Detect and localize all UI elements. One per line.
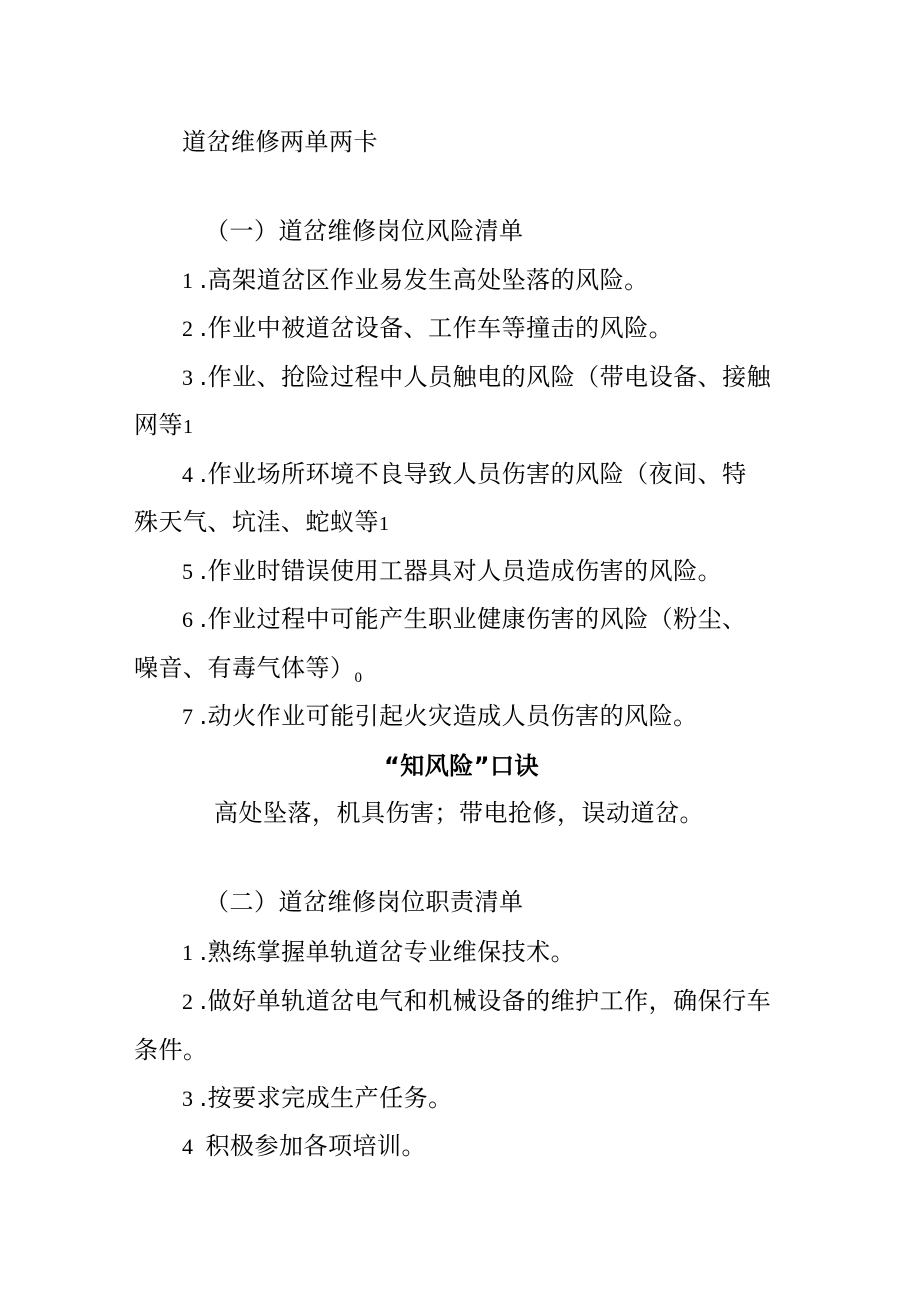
item-text: .作业、抢险过程中人员触电的风险（带电设备、接触	[199, 363, 772, 391]
item-text: .作业过程中可能产生职业健康伤害的风险（粉尘、	[199, 605, 747, 633]
item-continuation-text: 网等	[134, 411, 183, 439]
item-number: 2	[182, 316, 194, 341]
item-text: .做好单轨道岔电气和机械设备的维护工作，确保行车	[199, 987, 772, 1015]
item-number: 2	[182, 989, 194, 1014]
duty-item-1	[182, 937, 575, 968]
duty-item-2-continuation	[134, 1035, 208, 1065]
item-number: 3	[182, 1086, 194, 1111]
item-text: .作业中被道岔设备、工作车等撞击的风险。	[199, 314, 674, 342]
item-text: 积极参加各项培训。	[205, 1132, 426, 1160]
item-text: .熟练掌握单轨道岔专业维保技术。	[199, 938, 576, 966]
document-title: 道岔维修两单两卡	[182, 128, 378, 156]
risk-item-4-continuation	[134, 507, 390, 539]
item-tail: 1	[379, 513, 390, 535]
item-number: 7	[182, 704, 194, 729]
item-number: 4	[182, 462, 194, 487]
risk-item-6-continuation	[134, 653, 363, 693]
duty-item-3	[182, 1083, 453, 1114]
item-number: 4	[182, 1134, 194, 1159]
item-number: 6	[182, 607, 194, 632]
item-continuation-text: 殊天气、坑洼、蛇蚁等	[134, 508, 379, 536]
rhyme-text: 高处坠落，机具伤害；带电抢修，误动道岔。	[214, 799, 704, 827]
item-text: .动火作业可能引起火灾造成人员伤害的风险。	[199, 702, 698, 730]
risk-item-5	[182, 556, 722, 587]
section2-heading: （二）道岔维修岗位职责清单	[205, 888, 524, 916]
item-number: 1	[182, 268, 194, 293]
risk-item-6	[182, 604, 747, 635]
risk-item-3-continuation	[134, 410, 194, 442]
risk-item-4	[182, 459, 747, 490]
rhyme-heading: “知风险”口诀	[384, 752, 540, 780]
duty-item-2	[182, 986, 771, 1017]
item-text: .高架道岔区作业易发生高处坠落的风险。	[199, 266, 649, 294]
risk-item-1	[182, 265, 649, 296]
item-text: .按要求完成生产任务。	[199, 1084, 453, 1112]
item-tail: 0	[354, 670, 363, 686]
risk-item-3	[182, 362, 771, 393]
item-tail: 1	[183, 416, 194, 438]
item-number: 5	[182, 559, 194, 584]
item-number: 3	[182, 365, 194, 390]
duty-item-4	[182, 1131, 426, 1162]
item-text: .作业时错误使用工器具对人员造成伤害的风险。	[199, 557, 723, 585]
item-continuation-text: 条件。	[134, 1036, 208, 1064]
risk-item-2	[182, 313, 673, 344]
item-text: .作业场所环境不良导致人员伤害的风险（夜间、特	[199, 460, 747, 488]
section1-heading: （一）道岔维修岗位风险清单	[205, 217, 524, 245]
risk-item-7	[182, 701, 698, 732]
item-continuation-text: 噪音、有毒气体等）	[134, 654, 355, 682]
item-number: 1	[182, 940, 194, 965]
